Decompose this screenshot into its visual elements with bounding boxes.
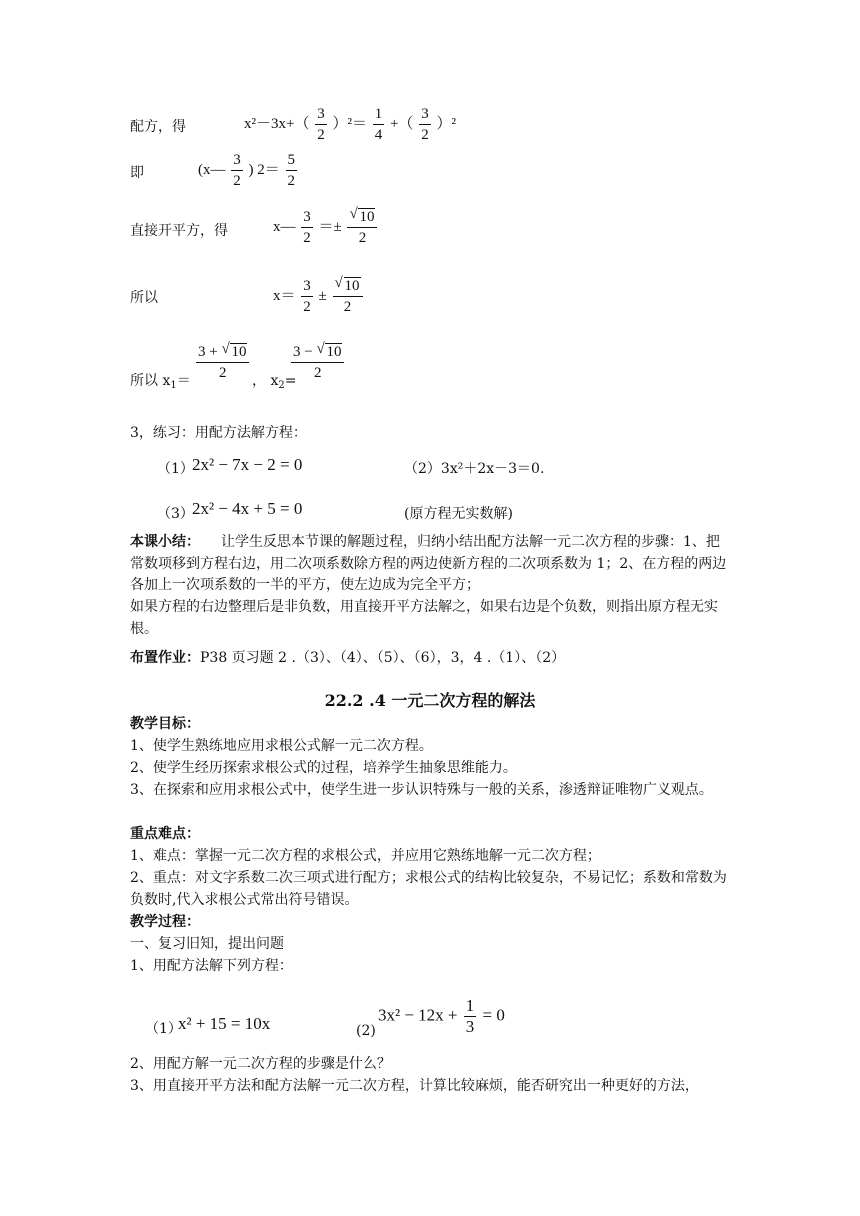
denominator: 2 xyxy=(233,173,241,189)
fraction xyxy=(196,342,249,383)
numerator: 3 xyxy=(315,104,327,125)
keypoint-item: 1、难点：掌握一元二次方程的求根公式，并应用它熟练地解一元二次方程； xyxy=(130,848,601,864)
equation-kaifang xyxy=(273,207,379,248)
exercise-1-label: （1） xyxy=(157,461,194,477)
root-x1-fraction xyxy=(194,342,251,383)
denominator: 2 xyxy=(303,299,311,315)
exercise-heading: 3，练习：用配方法解方程： xyxy=(130,425,307,441)
homework-text: P38 页习题 2 .（3）、（4）、（5）、（6），3，4 .（1）、（2） xyxy=(200,650,566,666)
subscript: 2 xyxy=(278,380,285,391)
numerator: 3 xyxy=(419,104,431,125)
homework xyxy=(130,648,730,670)
eq-text: ＝± xyxy=(318,218,342,235)
denominator: 2 xyxy=(343,299,352,315)
denominator: 3 xyxy=(465,1017,475,1036)
numerator: 3 xyxy=(301,276,313,297)
denominator: 2 xyxy=(313,365,322,381)
eq-text: 3 + xyxy=(198,344,218,360)
fraction xyxy=(373,104,385,145)
denominator: 2 xyxy=(218,365,227,381)
process-review: 一、复习旧知，提出问题 xyxy=(130,936,284,952)
denominator: 2 xyxy=(303,230,311,246)
eq-text: ) 2＝ xyxy=(248,161,280,178)
radicand: 10 xyxy=(231,344,247,360)
fraction xyxy=(347,207,377,248)
fraction xyxy=(291,342,344,383)
eq-text: = 0 xyxy=(482,1005,505,1025)
summary-paragraph-2: 如果方程的右边整理后是非负数，用直接开平方法解之，如果右边是个负数，则指出原方程无实根。 xyxy=(130,599,718,637)
denominator: 2 xyxy=(421,127,429,143)
numerator xyxy=(291,342,344,363)
equation-peifang xyxy=(244,104,456,145)
radical-sign: √ xyxy=(349,206,358,222)
eq-text: x＝ xyxy=(273,287,296,304)
goal-item: 3、在探索和应用求根公式中，使学生进一步认识特殊与一般的关系，渗透辩证唯物广义观点。 xyxy=(130,782,713,798)
homework-label: 布置作业： xyxy=(130,650,200,666)
numerator: 1 xyxy=(373,104,385,125)
fraction xyxy=(333,276,363,317)
q1a-equation: x² + 15 = 10x xyxy=(178,1014,271,1033)
denominator: 2 xyxy=(358,230,367,246)
eq-text: x— xyxy=(273,218,296,235)
numerator: 1 xyxy=(465,996,475,1015)
eq-text: 3 − xyxy=(293,344,313,360)
eq-text: (x— xyxy=(198,161,226,178)
fraction xyxy=(286,150,298,191)
numerator xyxy=(347,207,377,228)
roots-prefix: 所以 x xyxy=(130,373,171,389)
denominator: 2 xyxy=(317,127,325,143)
step-label-kaifang: 直接开平方，得 xyxy=(130,223,228,239)
q1a-label: （1） xyxy=(145,1021,182,1037)
radical-sign: √ xyxy=(316,341,325,357)
numerator: 3 xyxy=(301,207,313,228)
goals-label: 教学目标： xyxy=(130,716,200,732)
process-label: 教学过程： xyxy=(130,914,200,930)
step-label-ji: 即 xyxy=(130,165,144,181)
goal-item: 1、使学生熟练地应用求根公式解一元二次方程。 xyxy=(130,738,433,754)
denominator: 2 xyxy=(287,173,295,189)
eq-text: 3x² − 12x + xyxy=(378,1005,458,1025)
sqrt-symbol xyxy=(349,207,375,227)
process-q3: 3、用直接开平方法和配方法解一元二次方程，计算比较麻烦，能否研究出一种更好的方法， xyxy=(130,1078,699,1094)
fraction xyxy=(464,996,477,1037)
sqrt-symbol xyxy=(316,342,342,362)
subscript: 1 xyxy=(170,380,177,391)
exercise-1-equation: 2x² − 7x − 2 = 0 xyxy=(192,455,303,474)
process-q1: 1、用配方法解下列方程： xyxy=(130,958,293,974)
goal-item: 2、使学生经历探索求根公式的过程，培养学生抽象思维能力。 xyxy=(130,760,517,776)
exercise-3-label: （3） xyxy=(157,506,194,522)
numerator xyxy=(333,276,363,297)
denominator: 4 xyxy=(374,127,383,143)
step-label-peifang: 配方，得 xyxy=(130,119,186,135)
numerator: 5 xyxy=(286,150,298,171)
summary-paragraph xyxy=(130,532,730,597)
sqrt-symbol xyxy=(221,342,247,362)
exercise-2: （2）3x²＋2x－3＝0. xyxy=(404,461,545,477)
q1b-equation xyxy=(378,996,505,1037)
eq-text: ）²＝ xyxy=(332,115,367,132)
fraction xyxy=(419,104,431,145)
fraction xyxy=(301,207,313,248)
step-label-roots xyxy=(130,372,191,390)
radicand: 10 xyxy=(344,278,360,294)
radicand: 10 xyxy=(326,344,342,360)
keypoints-label: 重点难点： xyxy=(130,826,200,842)
eq-text: ）² xyxy=(436,115,456,132)
exercise-3-note: (原方程无实数解) xyxy=(404,506,513,522)
summary-text: 让学生反思本节课的解题过程，归纳小结出配方法解一元二次方程的步骤：1、把常数项移到方程右边，用二次项系数除方程的两边使新方程的二次项系数为 1；2、在方程的两边各加上一次项系数的一半的平方，使左边成为完全平方； xyxy=(130,534,727,593)
sqrt-symbol xyxy=(335,276,361,296)
eq-text: ＝ xyxy=(176,373,191,389)
numerator xyxy=(196,342,249,363)
process-q2: 2、用配方解一元二次方程的步骤是什么？ xyxy=(130,1056,391,1072)
equation-ji xyxy=(198,150,299,191)
exercise-3-equation: 2x² − 4x + 5 = 0 xyxy=(192,499,303,518)
roots-prefix: ， x xyxy=(252,373,279,389)
radicand: 10 xyxy=(359,209,375,225)
fraction xyxy=(301,276,313,317)
step-label-suoyi: 所以 xyxy=(130,290,158,306)
eq-text: x²－3x+（ xyxy=(244,115,310,132)
eq-text: = xyxy=(284,373,297,389)
radical-sign: √ xyxy=(334,275,343,291)
radical-sign: √ xyxy=(221,341,230,357)
root-x2-fraction xyxy=(289,342,346,383)
keypoint-item: 2、重点：对文字系数二次三项式进行配方；求根公式的结构比较复杂，不易记忆；系数和常数为负数时,代入求根公式常出符号错误。 xyxy=(130,870,727,908)
summary-label: 本课小结： xyxy=(130,534,193,550)
fraction xyxy=(315,104,327,145)
numerator: 3 xyxy=(231,150,243,171)
eq-text: +（ xyxy=(389,115,414,132)
q1b-label: (2) xyxy=(356,1023,376,1039)
section-title: 22.2 .4 一元二次方程的解法 xyxy=(324,691,536,710)
fraction xyxy=(231,150,243,191)
equation-suoyi xyxy=(273,276,365,317)
eq-text: ± xyxy=(318,287,327,304)
